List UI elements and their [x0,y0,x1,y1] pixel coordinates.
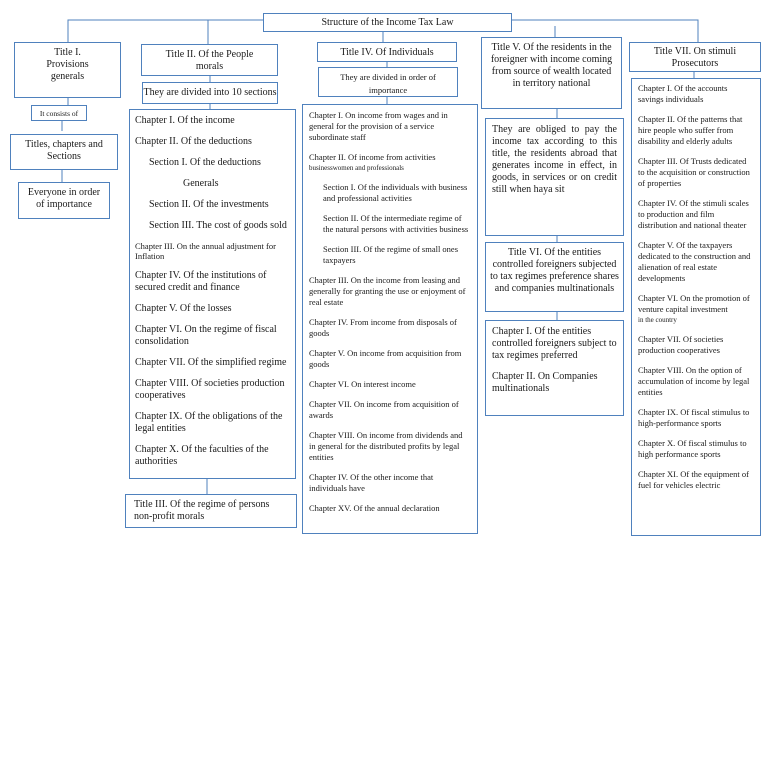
list-item: Chapter I. On income from wages and in general for the provision of a service subordinate staff [309,110,448,142]
list-item: Chapter XV. Of the annual declaration [309,503,440,513]
list-item: Chapter VIII. On income from dividends and in general for the distributed profits by legal entities [309,430,463,462]
title-5-text-box [485,118,624,236]
title-2-label: Title II. Of the People morals [165,49,254,72]
titles-chapters-label: Titles, chapters and Sections [25,139,103,162]
title-6-box [485,242,624,312]
list-item: Chapter XI. Of the equipment of fuel for vehicles electric [638,469,749,490]
list-item: Chapter IV. Of the other income that individuals have [309,472,434,493]
order-label: Everyone in order of importance [27,187,101,210]
title-5-text: They are obliged to pay the income tax according to this title, the residents abroad that generates income in effect, in goods, in services or on credit still when haya sit [492,124,617,195]
list-item: Chapter II. Of the patterns that hire people who suffer from disability and elderly adults [638,114,743,146]
list-item: Chapter VII. Of societies production cooperatives [638,334,724,355]
title-4-box [317,42,457,62]
title-3-label: Title III. Of the regime of persons non-profit morals [134,499,270,522]
list-item: Chapter II. Of income from activities [309,152,436,162]
title-7-label: Title VII. On stimuli Prosecutors [653,46,737,69]
list-item: in the country [638,316,677,324]
root-title: Structure of the Income Tax Law [321,17,454,28]
list-item: Chapter V. Of the losses [135,303,232,314]
list-item: Chapter III. Of Trusts dedicated to the acquisition or construction of properties [638,156,750,188]
list-item: Chapter IX. Of the obligations of the legal entities [135,411,283,434]
list-item: Section I. Of the individuals with business and professional activities [323,182,468,203]
list-item: Chapter III. On the income from leasing and generally for granting the use or enjoyment of real estate [309,275,466,307]
order-box [18,182,110,219]
root-title-box [263,13,512,32]
list-item: Chapter VIII. Of societies production cooperatives [135,378,285,401]
titles-chapters-box [10,134,118,170]
list-item: Chapter II. Of the deductions [135,136,252,147]
title-4-divided-label: They are divided in order of importance [340,72,436,95]
list-item: Generals [183,178,219,189]
list-item: Chapter V. On income from acquisition from goods [309,348,462,369]
title-2-divided-label: They are divided into 10 sections [143,87,277,98]
title-4-chapters-list [302,104,478,534]
list-item: Section II. Of the investments [149,199,269,210]
consists-of-box [31,105,87,121]
list-item: Chapter VI. On interest income [309,379,416,389]
list-item: Section III. Of the regime of small ones taxpayers [323,244,459,265]
title-1-box [14,42,121,98]
list-item: Chapter I. Of the entities controlled foreigners subject to tax regimes preferred [492,326,617,361]
title-2-chapters-list [129,109,296,479]
list-item: Chapter VI. On the promotion of venture capital investment [638,293,750,314]
title-4-divided-box [318,67,458,97]
list-item: Chapter X. Of the faculties of the authorities [135,444,269,467]
title-3-box [125,494,297,528]
title-2-box [141,44,278,76]
list-item: Chapter I. Of the accounts savings individuals [638,83,728,104]
list-item: businesswomen and professionals [309,164,404,172]
title-7-chapters-list [631,78,761,536]
list-item: Chapter VII. On income from acquisition of awards [309,399,459,420]
list-item: Chapter IV. Of the institutions of secured credit and finance [135,270,267,293]
title-4-label: Title IV. Of Individuals [340,47,434,58]
consists-of-label: It consists of [39,109,79,118]
list-item: Chapter VI. On the regime of fiscal consolidation [135,324,277,347]
title-5-label: Title V. Of the residents in the foreigner with income coming from source of wealth located in territory national [490,42,613,89]
list-item: Section I. Of the deductions [149,157,261,168]
list-item: Chapter IV. From income from disposals of goods [309,317,457,338]
title-6-chapters-list [485,320,624,416]
title-5-box [481,37,622,109]
list-item: Chapter IX. Of fiscal stimulus to high-performance sports [638,407,750,428]
list-item: Chapter X. Of fiscal stimulus to high performance sports [638,438,747,459]
list-item: Chapter V. Of the taxpayers dedicated to the construction and alienation of real estate developments [638,240,751,283]
title-7-box [629,42,761,72]
list-item: Chapter I. Of the income [135,115,235,126]
list-item: Chapter IV. Of the stimuli scales to production and film distribution and national theater [638,198,749,230]
list-item: Section III. The cost of goods sold [149,220,287,231]
list-item: Chapter VII. Of the simplified regime [135,357,287,368]
list-item: Chapter II. On Companies multinationals [492,371,598,394]
list-item: Chapter III. On the annual adjustment for Inflation [135,241,276,261]
list-item: Section II. Of the intermediate regime of the natural persons with activities business [323,213,469,234]
title-6-label: Title VI. Of the entities controlled foreigners subjected to tax regimes preference shares and companies multinationals [490,247,619,294]
title-2-divided-box [142,82,278,104]
list-item: Chapter VIII. On the option of accumulation of income by legal entities [638,365,750,397]
title-1-label: Title I. Provisions generals [46,47,89,82]
